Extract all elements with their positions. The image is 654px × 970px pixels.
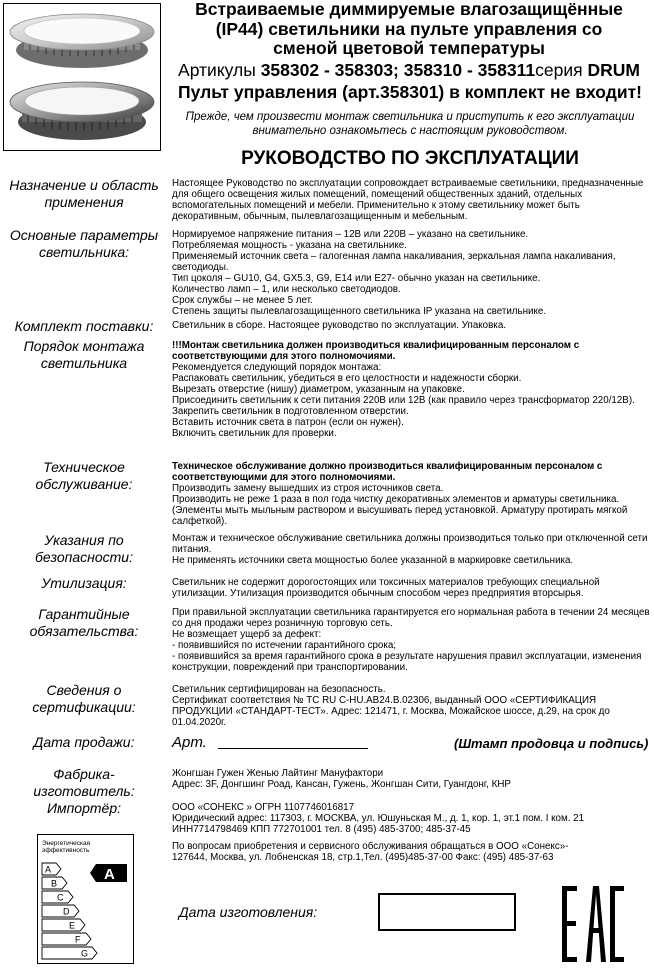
energy-class-label: B: [51, 878, 58, 889]
factory-line: Жонгшан Гужен Женью Лайтинг Мануфактори: [172, 768, 384, 779]
disposal-paragraph: Светильник не содержит дорогостоящих или токсичных материалов требующих специальной утилизации. Утилизация производится обычным способом через предприятия вторсырья.: [172, 577, 600, 599]
manufacture-date-box: [378, 893, 516, 931]
articles-numbers: 358302 - 358303; 358310 - 358311: [260, 60, 536, 80]
mounting-line: Вырезать отверстие (нишу) диаметром, указанным на упаковке.: [172, 384, 465, 395]
article-label: Арт.: [172, 734, 207, 751]
energy-efficiency-graphic: [38, 835, 133, 963]
service-label: Техническое обслуживание:: [35, 459, 133, 492]
mounting-line: Включить светильник для проверки.: [172, 428, 337, 439]
energy-rating: A: [104, 866, 115, 883]
title-line-1: Встраиваемые диммируемые влагозащищённые: [195, 0, 623, 19]
mounting-line: Вставить источник света в патрон (если он нужен).: [172, 417, 404, 428]
title-line-3: сменой цветовой температуры: [273, 38, 545, 58]
energy-class-label: G: [81, 948, 89, 959]
safety-text: [172, 533, 650, 566]
factory-text: [172, 768, 650, 790]
energy-class-f: [42, 933, 91, 945]
service-line: Производить не реже 1 раза в пол года чистку декоративных элементов и арматуры светильника. (Элементы мыть мыльным раствором и высушивать перед установкой. Арматуру протирать мягкой салфеткой).: [172, 494, 628, 527]
energy-class-label: F: [75, 934, 81, 945]
service-text: [172, 461, 650, 527]
factory-line: Адрес: 3F, Донгшинг Роад, Кансан, Гужень, Жонгшан Сити, Гуангдонг, КНР: [172, 779, 511, 790]
purpose-text: [172, 178, 650, 222]
params-line: Потребляемая мощность - указана на светильнике.: [172, 240, 407, 251]
mounting-line: Закрепить светильник в подготовленном отверстии.: [172, 406, 409, 417]
disposal-text: [172, 577, 650, 599]
importer-line: ООО «СОНЕКС » ОГРН 1107746016817: [172, 802, 355, 813]
series-prefix: серия: [535, 60, 588, 80]
energy-label: [37, 834, 134, 964]
params-text: [172, 229, 650, 317]
sale-date-label: Дата продажи:: [33, 734, 135, 750]
eac-logo: [562, 886, 624, 962]
energy-class-label: E: [69, 920, 76, 931]
warranty-line: - появившийся по истечении гарантийного срока;: [172, 640, 397, 651]
importer-line: ИНН7714798469 КПП 772701001 тел. 8 (495) 485-3700; 485-37-45: [172, 824, 471, 835]
downlight-illustration: [4, 4, 159, 149]
kit-paragraph: Светильник в сборе. Настоящее руководство по эксплуатации. Упаковка.: [172, 320, 506, 331]
warranty-label: Гарантийные обязательства:: [29, 606, 139, 639]
energy-title-line-2: эффективность: [42, 847, 90, 854]
safety-line: Монтаж и техническое обслуживание светильника должны производиться только при отключенной сети питания.: [172, 533, 648, 555]
params-line: Тип цоколя – GU10, G4, GX5.3, G9, E14 или E27- обычно указан на светильнике.: [172, 273, 541, 284]
mounting-warning: !!!Монтаж светильника должен производиться квалифицированным персоналом с соответствующими для этого полномочиями.: [172, 340, 580, 362]
safety-line: Не применять источники света мощностью более указанной в маркировке светильника.: [172, 555, 574, 566]
importer-label: Импортёр:: [46, 800, 121, 816]
articles-prefix: Артикулы: [178, 60, 261, 80]
energy-class-label: D: [63, 906, 70, 917]
warranty-line: Не возмещает ущерб за дефект:: [172, 629, 322, 640]
mounting-label: Порядок монтажа светильника: [23, 338, 145, 371]
params-line: Срок службы – не менее 5 лет.: [172, 295, 313, 306]
mounting-text: [172, 340, 650, 439]
series-name: DRUM: [587, 60, 640, 80]
title-line-2: (IP44) светильники на пульте управления со: [215, 18, 603, 39]
energy-title-line-1: Энергетическая: [42, 840, 91, 847]
purpose-paragraph: Настоящее Руководство по эксплуатации сопровождает встраиваемые светильники, предназначенные для общего освещения жилых помещений, помещений общественных зданий, отдельных вспомогательных помещений и мебели. Применительно к этому светильнику может быть декоративным, обычным, пылевлагозащищенным и мебельным.: [172, 178, 644, 222]
product-title: [166, 0, 652, 59]
cert-line: Сертификат соответствия № ТС RU С-HU.AB24.В.02306, выданный ООО «СЕРТИФИКАЦИЯ ПРОДУКЦИИ «СТАНДАРТ-ТЕСТ». Адрес: 121471, г. Москва, Можайское шоссе, д.29, на срок до 01.04.2020г.: [172, 695, 610, 728]
energy-class-label: A: [45, 864, 52, 875]
importer-line: Юридический адрес: 117303, г. МОСКВА, ул. Юшуньская М., д. 1, кор. 1, эт.1 пом. I ком. 21: [172, 813, 585, 824]
warranty-line: При правильной эксплуатации светильника гарантируется его нормальная работа в течении 24 месяцев со дня продажи через розничную торговую сеть.: [172, 607, 650, 629]
importer-text: [172, 802, 650, 863]
cert-text: [172, 684, 650, 728]
params-label: Основные параметры светильника:: [9, 227, 159, 260]
cert-line: Светильник сертифицирован на безопасность.: [172, 684, 386, 695]
cert-label: Сведения о сертификации:: [32, 682, 136, 715]
kit-label: Комплект поставки:: [14, 318, 154, 334]
warranty-line: - появившийся за время гарантийного срока в результате нарушения правил эксплуатации, изменения конструкции, повреждений при транспортировании.: [172, 651, 642, 673]
importer-line: 127644, Москва, ул. Лобненская 18, стр.1,Тел. (495)485-37-00 Факс: (495) 485-37-63: [172, 852, 554, 863]
read-warning: Прежде, чем произвести монтаж светильника и приступить к его эксплуатации внимательно ознакомьтесь с настоящим руководством.: [185, 111, 635, 137]
factory-label: Фабрика-изготовитель:: [33, 766, 135, 799]
service-warning: Техническое обслуживание должно производиться квалифицированным персоналом с соответствующими для этого полномочиями.: [172, 461, 603, 483]
disposal-label: Утилизация:: [41, 575, 127, 591]
mounting-line: Присоединить светильник к сети питания 220В или 12В (как правило через трансформатор 220/12В).: [172, 395, 635, 406]
importer-line: По вопросам приобретения и сервисного обслуживания обращаться в ООО «Сонекс»-: [172, 841, 569, 852]
params-line: Количество ламп – 1, или несколько светодиодов.: [172, 284, 401, 295]
params-line: Степень защиты пылевлагозащищенного светильника IP указана на светильнике.: [172, 306, 547, 317]
safety-label: Указания по безопасности:: [35, 532, 133, 565]
energy-class-e: [42, 919, 85, 931]
energy-class-d: [42, 905, 79, 917]
mounting-line: Распаковать светильник, убедиться в его целостности и надежности сборки.: [172, 373, 522, 384]
warranty-text: [172, 607, 650, 673]
manufacture-date-label: Дата изготовления:: [178, 904, 318, 920]
eac-mark: [562, 886, 624, 962]
params-line: Нормируемое напряжение питания – 12В или 220В – указано на светильнике.: [172, 229, 529, 240]
manual-title: РУКОВОДСТВО ПО ЭКСПЛУАТАЦИИ: [241, 148, 579, 169]
energy-class-label: C: [57, 892, 64, 903]
article-numbers: [166, 60, 652, 80]
service-line: Производить замену вышедших из строя источников света.: [172, 483, 444, 494]
purpose-label: Назначение и область применения: [9, 177, 159, 210]
article-input-line: [218, 748, 368, 749]
kit-text: [172, 320, 650, 331]
mounting-line: Рекомендуется следующий порядок монтажа:: [172, 362, 382, 373]
params-line: Применяемый источник света – галогенная лампа накаливания, зеркальная лампа накаливания, светодиоды.: [172, 251, 616, 273]
energy-class-g: [42, 947, 97, 959]
seller-stamp-label: (Штамп продовца и подпись): [454, 736, 649, 751]
product-image: [3, 3, 161, 151]
remote-note: Пульт управления (арт.358301) в комплект не входит!: [178, 82, 642, 102]
